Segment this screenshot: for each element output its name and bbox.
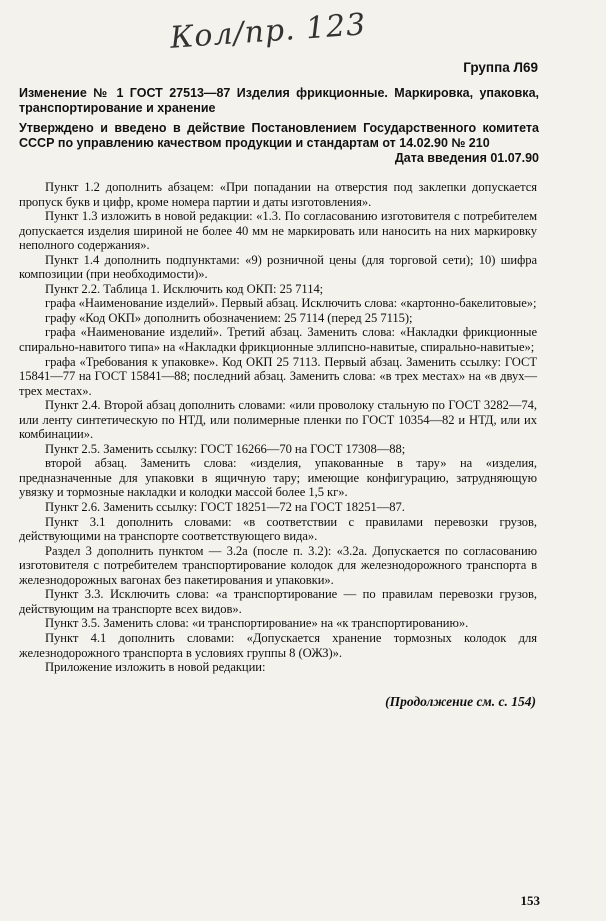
paragraph: Пункт 2.5. Заменить ссылку: ГОСТ 16266—70 на ГОСТ 17308—88; [45,441,406,456]
paragraph: Пункт 3.5. Заменить слова: «и транспортирование» на «к транспортированию». [45,616,469,631]
amendment-title: Изменение № 1 ГОСТ 27513—87 Изделия фрикционные. Маркировка, упаковка, транспортирование и хранение [19,86,539,115]
page-number: 153 [520,893,540,908]
approval-block [19,121,539,166]
paragraph: Пункт 4.1 дополнить словами: «Допускается хранение тормозных колодок для железнодорожного транспорта в условиях группы 8 (ОЖЗ)». [19,630,537,660]
paragraph: Пункт 1.4 дополнить подпунктами: «9) розничной цены (для торговой сети); 10) шифра композиции (при необходимости)». [19,252,537,282]
paragraph: Пункт 2.6. Заменить ссылку: ГОСТ 18251—72 на ГОСТ 18251—87. [45,500,405,515]
paragraph: Пункт 3.3. Исключить слова: «а транспортирование — по правилам перевозки грузов, действующим на транспорте всех видов». [19,587,537,616]
paragraph: графа «Наименование изделий». Третий абзац. Заменить слова: «Накладки фрикционные спирально-навитого типа» на «Накладки фрикционные эллипсно-навитые, спирально-навитые»; [19,325,537,355]
continuation-note: (Продолжение см. с. 154) [385,694,536,709]
paragraph: Пункт 2.4. Второй абзац дополнить словами: «или проволоку стальную по ГОСТ 3282—74, или ленту синтетическую по НТД, или полимерные пленки по ГОСТ 10354—82 и НТД, или их комбинации». [19,398,537,442]
paragraph: Пункт 2.2. Таблица 1. Исключить код ОКП: 25 7114; [45,281,324,296]
paragraph: графа «Требования к упаковке». Код ОКП 25 7113. Первый абзац. Заменить ссылку: ГОСТ 15841—77 на ГОСТ 15841—88; последний абзац. Заменить слова: «в трех местах» на «в двух—трех местах». [19,354,537,398]
paragraph: Пункт 3.1 дополнить словами: «в соответствии с правилами перевозки грузов, действующими на транспорте соответствующего вида». [19,514,537,544]
intro-date: Дата введения 01.07.90 [394,151,539,165]
paragraph: Пункт 1.2 дополнить абзацем: «При попадании на отверстия под заклепки допускается пропуск букв и цифр, кроме номера партии и даты изготовления». [19,180,537,209]
approval-text: Утверждено и введено в действие Постановлением Государственного комитета СССР по управлению качеством продукции и стандартам от 14.02.90 № 210 [19,121,539,150]
paragraph: графа «Наименование изделий». Первый абзац. Исключить слова: «картонно-бакелитовые»; [45,296,537,311]
paragraph: Раздел 3 дополнить пунктом — 3.2а (после п. 3.2): «3.2а. Допускается по согласованию изготовителя с потребителем транспортирование колодок для железнодорожного транспорта в железнодорожных вагонах без пакетирования и упаковки». [19,543,537,587]
paragraph: второй абзац. Заменить слова: «изделия, упакованные в тару» на «изделия, предназначенные для упаковки в ящичную тару; имеющие конфигурацию, затрудняющую увязку и тормозные накладки и колодки массой более 1,5 кг». [19,456,537,500]
handwritten-note: Кол/пр. 123 [169,7,368,56]
group-code: Группа Л69 [463,60,538,75]
document-body [19,180,537,675]
paragraph: Пункт 1.3 изложить в новой редакции: «1.3. По согласованию изготовителя с потребителем допускается изделия шириной не более 40 мм не маркировать или наносить на них маркировку неполного содержания». [19,209,537,253]
paragraph: графу «Код ОКП» дополнить обозначением: 25 7114 (перед 25 7115); [45,310,413,325]
paragraph: Приложение изложить в новой редакции: [45,660,266,675]
